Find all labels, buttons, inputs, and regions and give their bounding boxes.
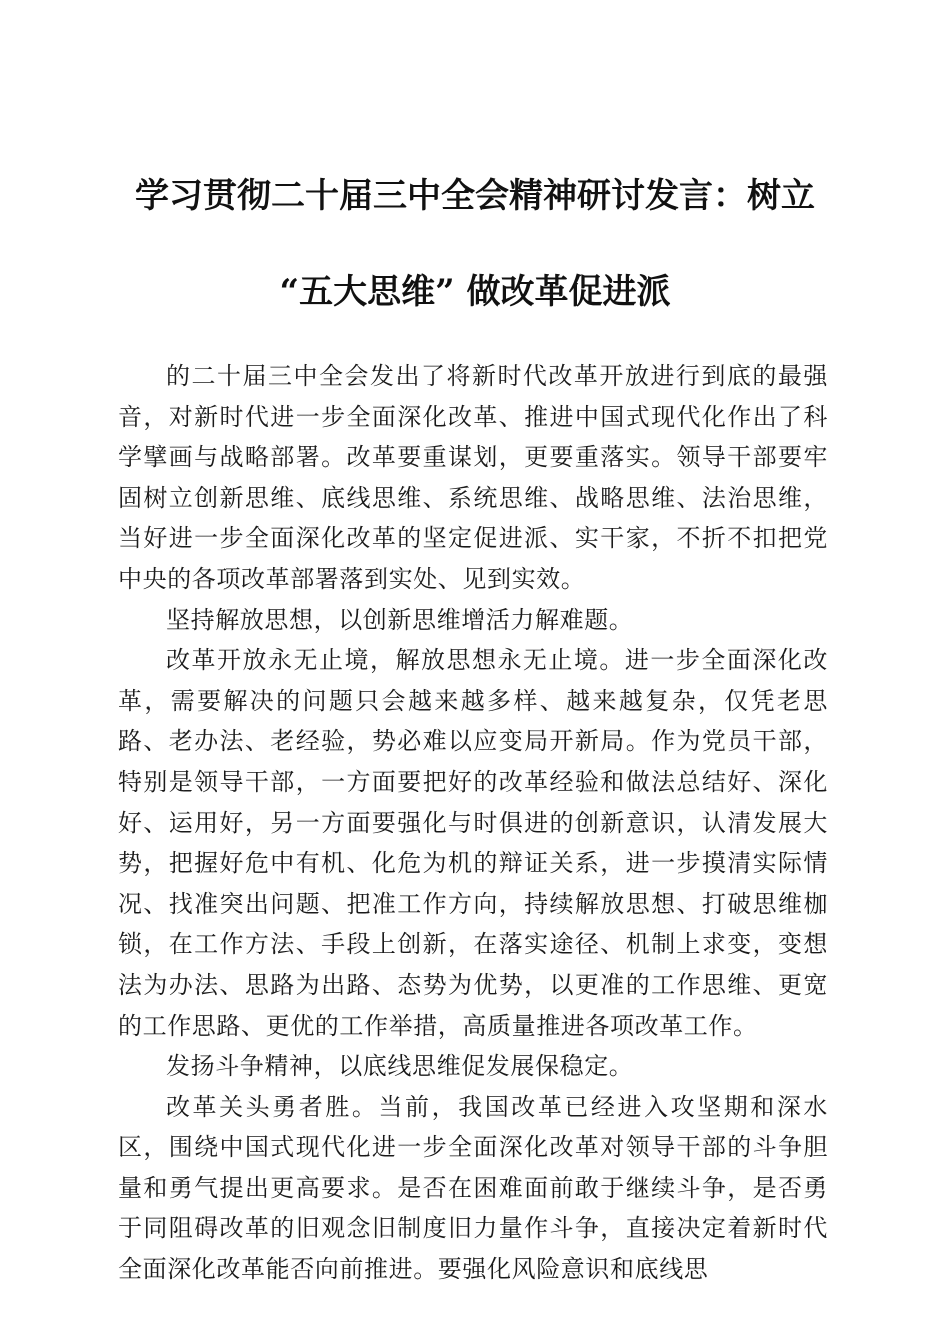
document-body [118,356,828,1290]
paragraph-innovation: 改革开放永无止境，解放思想永无止境。进一步全面深化改革，需要解决的问题只会越来越多样、越来越复杂，仅凭老思路、老办法、老经验，势必难以应变局开新局。作为党员干部，特别是领导干部，一方面要把好的改革经验和做法总结好、深化好、运用好，另一方面要强化与时俱进的创新意识，认清发展大势，把握好危中有机、化危为机的辩证关系，进一步摸清实际情况、找准突出问题、把准工作方向，持续解放思想、打破思维枷锁，在工作方法、手段上创新，在落实途径、机制上求变，变想法为办法、思路为出路、态势为优势，以更准的工作思维、更宽的工作思路、更优的工作举措，高质量推进各项改革工作。 [118,646,828,1040]
paragraph-heading-innovation: 坚持解放思想，以创新思维增活力解难题。 [166,605,634,634]
paragraph-bottom-line: 改革关头勇者胜。当前，我国改革已经进入攻坚期和深水区，围绕中国式现代化进一步全面深化改革对领导干部的斗争胆量和勇气提出更高要求。是否在困难面前敢于继续斗争，是否勇于同阻碍改革的旧观念旧制度旧力量作斗争，直接决定着新时代全面深化改革能否向前推进。要强化风险意识和底线思 [118,1092,828,1284]
document-title-line-2: “五大思维” 做改革促进派 [279,272,671,312]
paragraph-heading-bottom-line: 发扬斗争精神，以底线思维促发展保稳定。 [166,1052,634,1081]
paragraph-intro: 的二十届三中全会发出了将新时代改革开放进行到底的最强音，对新时代进一步全面深化改革、推进中国式现代化作出了科学擘画与战略部署。改革要重谋划，更要重落实。领导干部要牢固树立创新思维、底线思维、系统思维、战略思维、法治思维，当好进一步全面深化改革的坚定促进派、实干家，不折不扣把党中央的各项改革部署落到实处、见到实效。 [118,362,828,593]
document-title-line-1: 学习贯彻二十届三中全会精神研讨发言：树立 [135,176,815,216]
